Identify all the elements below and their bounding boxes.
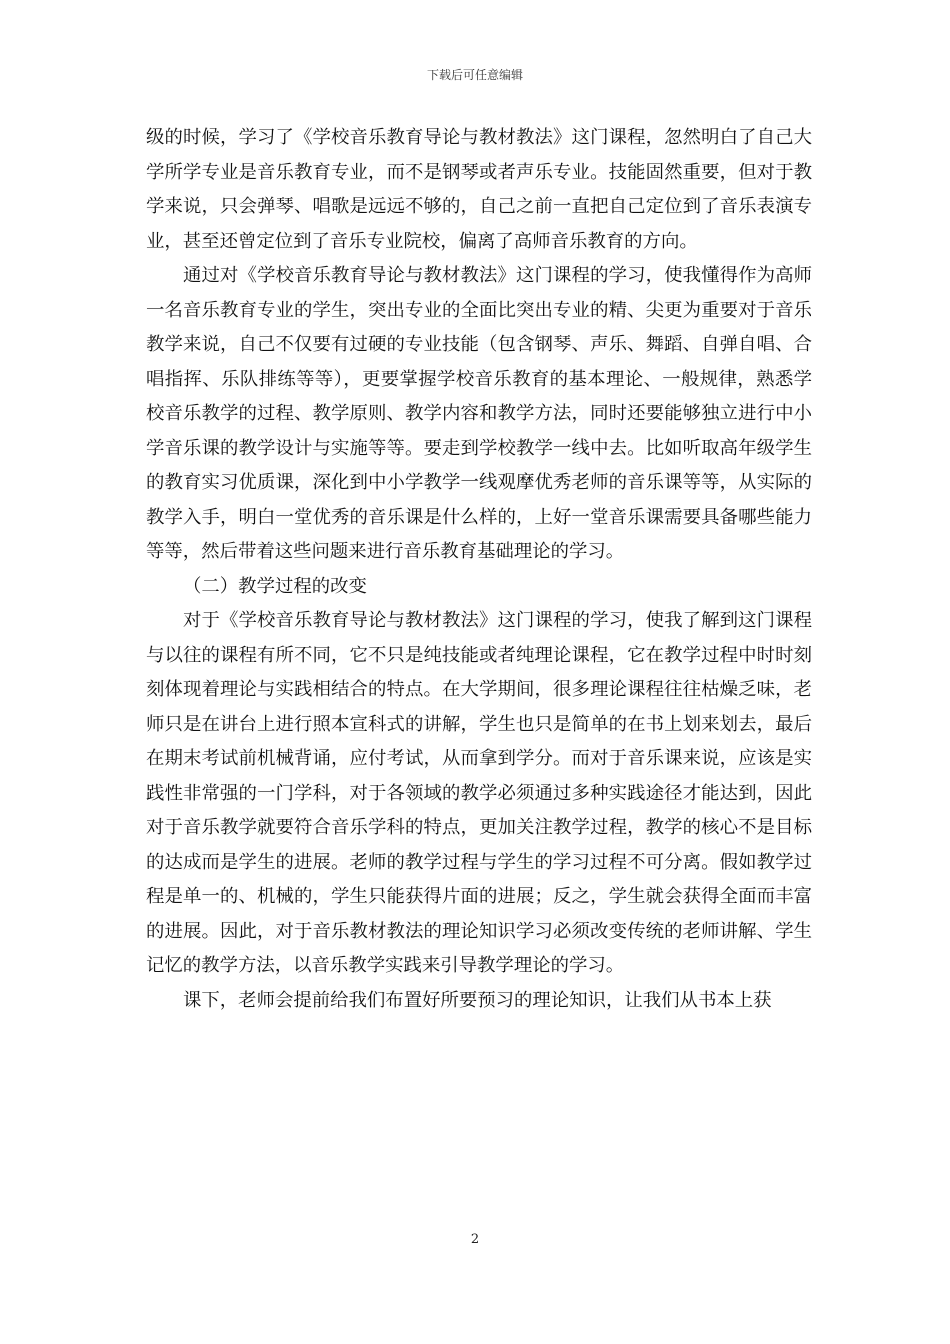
section-heading: （二）教学过程的改变	[183, 575, 367, 597]
page-number: 2	[470, 1232, 480, 1247]
paragraph-after-class: 课下，老师会提前给我们布置好所要预习的理论知识，让我们从书本上获	[183, 989, 772, 1011]
page-header: 下载后可任意编辑	[426, 68, 523, 82]
paragraph-course-learning: 通过对《学校音乐教育导论与教材教法》这门课程的学习，使我懂得作为高师一名音乐教育专业的学生，突出专业的全面比突出专业的精、尖更为重要对于音乐教学来说，自己不仅要有过硬的专业技能（包含钢琴、声乐、舞蹈、自弹自唱、合唱指挥、乐队排练等等），更要掌握学校音乐教育的基本理论、一般规律，熟悉学校音乐教学的过程、教学原则、教学内容和教学方法，同时还要能够独立进行中小学音乐课的教学设计与实施等等。要走到学校教学一线中去。比如听取高年级学生的教育实习优质课，深化到中小学教学一线观摩优秀老师的音乐课等等，从实际的教学入手，明白一堂优秀的音乐课是什么样的，上好一堂音乐课需要具备哪些能力等等，然后带着这些问题来进行音乐教育基础理论的学习。	[146, 265, 812, 562]
paragraph-continuation: 级的时候，学习了《学校音乐教育导论与教材教法》这门课程，忽然明白了自己大学所学专业是音乐教育专业，而不是钢琴或者声乐专业。技能固然重要，但对于教学来说，只会弹琴、唱歌是远远不够的，自己之前一直把自己定位到了音乐表演专业，甚至还曾定位到了音乐专业院校，偏离了高师音乐教育的方向。	[146, 127, 812, 252]
paragraph-teaching-process: 对于《学校音乐教育导论与教材教法》这门课程的学习，使我了解到这门课程与以往的课程有所不同，它不只是纯技能或者纯理论课程，它在教学过程中时时刻刻体现着理论与实践相结合的特点。在大学期间，很多理论课程往往枯燥乏味，老师只是在讲台上进行照本宣科式的讲解，学生也只是简单的在书上划来划去，最后在期末考试前机械背诵，应付考试，从而拿到学分。而对于音乐课来说，应该是实践性非常强的一门学科，对于各领域的教学必须通过多种实践途径才能达到，因此对于音乐教学就要符合音乐学科的特点，更加关注教学过程，教学的核心不是目标的达成而是学生的进展。老师的教学过程与学生的学习过程不可分离。假如教学过程是单一的、机械的，学生只能获得片面的进展；反之，学生就会获得全面而丰富的进展。因此，对于音乐教材教法的理论知识学习必须改变传统的老师讲解、学生记忆的教学方法，以音乐教学实践来引导教学理论的学习。	[146, 610, 812, 976]
document-body	[146, 121, 812, 1018]
